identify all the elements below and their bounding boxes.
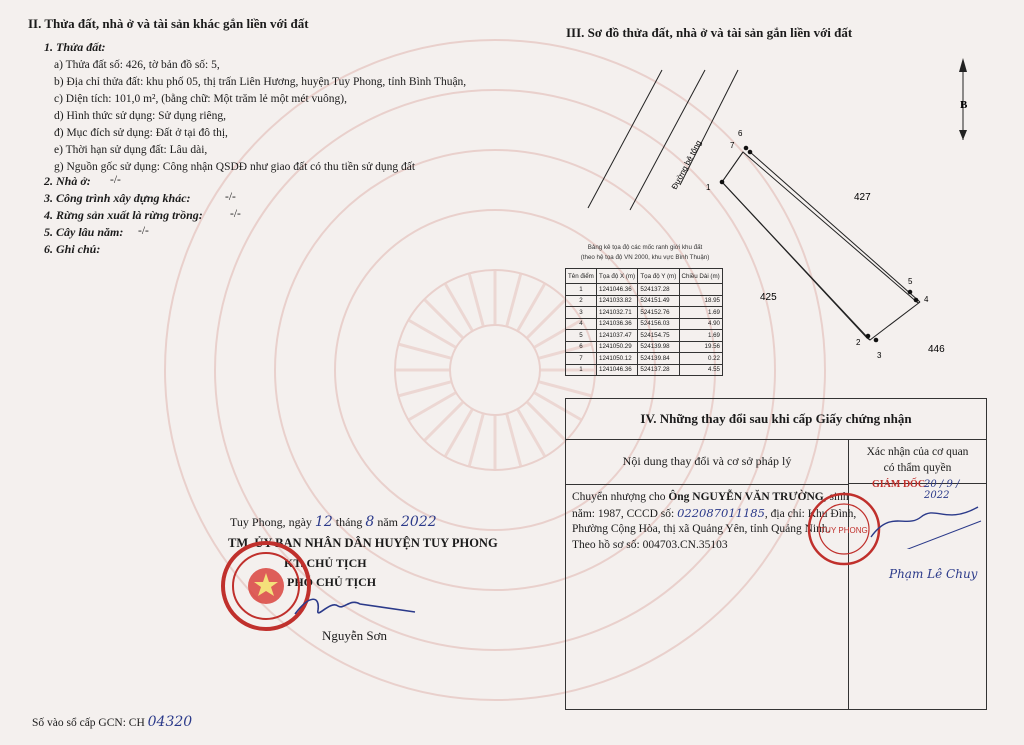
org-line: TM. ỦY BAN NHÂN DÂN HUYỆN TUY PHONG: [228, 536, 498, 550]
change-entry-line: [572, 538, 846, 554]
role-line: PHÓ CHỦ TỊCH: [287, 575, 377, 589]
coord-cell: 1241033.82: [597, 295, 638, 307]
changes-box: [565, 398, 987, 710]
coord-cell: 6: [566, 341, 597, 353]
road-label: Đường bê tông: [669, 138, 704, 191]
change-entry-line: [572, 490, 849, 506]
land-item: a) Thửa đất số: 426, tờ bản đồ số: 5,: [54, 59, 220, 71]
svg-text:5: 5: [908, 277, 913, 286]
registry-number: Số vào sổ cấp GCN: CH 04320: [32, 714, 193, 730]
entry-text: Phường Cộng Hòa, thị xã Quảng Yên, tỉnh Quảng Ninh.: [572, 523, 831, 535]
signature-scribble: [290, 592, 420, 622]
other-item-label: 2. Nhà ở:: [44, 174, 91, 188]
confirm-signature-scribble: [866, 499, 984, 549]
coord-cell: 1.69: [679, 330, 722, 342]
entry-text: năm: 1987, CCCD số:: [572, 507, 678, 520]
coord-cell: [679, 284, 722, 296]
parcel-425: 425: [760, 292, 777, 303]
coord-caption-1: Bảng kê tọa độ các mốc ranh giới khu đất: [587, 244, 703, 251]
land-heading: 1. Thửa đất:: [44, 40, 106, 54]
change-entry-line: [572, 522, 846, 538]
svg-text:1: 1: [706, 183, 711, 192]
coord-cell: 4.90: [679, 318, 722, 330]
parcel-427: 427: [854, 192, 871, 203]
change-entry-line: [572, 505, 857, 523]
svg-text:3: 3: [877, 351, 882, 360]
other-item-label: 3. Công trình xây dựng khác:: [44, 191, 191, 205]
coord-cell: 4: [566, 318, 597, 330]
land-item: d) Hình thức sử dụng: Sử dụng riêng,: [54, 110, 227, 122]
coord-caption-2: (theo hệ tọa độ VN 2000, khu vực Bình Thuận): [580, 254, 710, 261]
section3-title: III. Sơ đồ thửa đất, nhà ở và tài sản gắn liền với đất: [566, 25, 853, 40]
coord-cell: 0.22: [679, 353, 722, 365]
entry-bold: Ông NGUYỄN VĂN TRƯỜNG: [668, 491, 824, 503]
coord-cell: 524139.84: [638, 353, 679, 365]
coord-cell: 1241036.36: [597, 318, 638, 330]
kt-line: KT. CHỦ TỊCH: [284, 556, 367, 570]
other-item-value: -/-: [225, 191, 236, 203]
coord-row: [566, 353, 723, 365]
coord-cell: 1.69: [679, 307, 722, 319]
sign-month: 8: [365, 514, 375, 530]
sign-year: 2022: [401, 514, 437, 530]
coord-cell: 1241032.71: [597, 307, 638, 319]
coord-cell: 1: [566, 284, 597, 296]
coord-cell: 524154.75: [638, 330, 679, 342]
svg-text:4: 4: [924, 295, 929, 304]
land-item: c) Diện tích: 101,0 m², (bằng chữ: Một trăm lẻ một mét vuông),: [54, 93, 347, 105]
change-entry: [572, 490, 857, 553]
entry-text: Chuyển nhượng cho: [572, 491, 669, 503]
coord-cell: 1241037.47: [597, 330, 638, 342]
coord-cell: 18.95: [679, 295, 722, 307]
entry-text: Theo hồ sơ số: 004703.CN.35103: [572, 538, 728, 551]
changes-col2-header: Xác nhận của cơ quan có thẩm quyền: [849, 439, 986, 484]
changes-col1-header: Nội dung thay đổi và cơ sở pháp lý: [566, 439, 849, 485]
entry-hand: 022087011185: [677, 505, 765, 520]
confirm-title: GIÁM ĐỐC: [872, 479, 926, 490]
signer-name: Nguyễn Sơn: [322, 628, 388, 643]
stamp-text: TUY PHONG: [820, 526, 868, 535]
parcel-446: 446: [928, 344, 945, 355]
other-item-value: -/-: [230, 208, 241, 220]
coord-cell: 19.56: [679, 341, 722, 353]
coord-cell: 524137.28: [638, 284, 679, 296]
coord-row: [566, 284, 723, 296]
sign-day: 12: [314, 514, 333, 530]
coord-row: [566, 307, 723, 319]
coord-row: [566, 364, 723, 376]
svg-text:6: 6: [738, 129, 743, 138]
north-label: B: [960, 99, 968, 111]
coord-cell: 524156.03: [638, 318, 679, 330]
coord-cell: 5: [566, 330, 597, 342]
place-date: Tuy Phong, ngày 12 tháng 8 năm 2022: [230, 514, 437, 530]
coord-cell: 524139.98: [638, 341, 679, 353]
section2-title: II. Thửa đất, nhà ở và tài sản khác gắn liền với đất: [28, 16, 309, 31]
coord-cell: 524137.28: [638, 364, 679, 376]
coord-cell: 1241050.29: [597, 341, 638, 353]
other-item-label: 6. Ghi chú:: [44, 242, 101, 256]
coord-row: [566, 318, 723, 330]
coord-cell: 1241046.36: [597, 284, 638, 296]
other-item-label: 4. Rừng sản xuất là rừng trồng:: [44, 208, 203, 222]
coord-header: Tọa độ Y (m): [638, 269, 679, 284]
land-item: đ) Mục đích sử dụng: Đất ở tại đô thị,: [54, 127, 228, 139]
entry-tail: , sinh: [823, 491, 849, 503]
land-item: b) Địa chỉ thửa đất: khu phố 05, thị trấn Liên Hương, huyện Tuy Phong, tỉnh Bình Thuận,: [54, 76, 467, 88]
entry-tail: , địa chỉ: Khu Đình,: [764, 507, 857, 520]
land-item: e) Thời hạn sử dụng đất: Lâu dài,: [54, 144, 208, 156]
coord-header: Tọa độ X (m): [597, 269, 638, 284]
svg-text:2: 2: [856, 338, 861, 347]
coord-cell: 1: [566, 364, 597, 376]
coord-cell: 7: [566, 353, 597, 365]
coord-cell: 1241050.12: [597, 353, 638, 365]
coord-header: Tên điểm: [566, 269, 597, 284]
svg-text:7: 7: [730, 141, 735, 150]
section4-title: IV. Những thay đổi sau khi cấp Giấy chứng nhận: [566, 399, 986, 440]
other-item-label: 5. Cây lâu năm:: [44, 225, 124, 239]
coord-cell: 2: [566, 295, 597, 307]
coord-cell: 3: [566, 307, 597, 319]
coordinate-table: [565, 268, 723, 376]
coord-cell: 1241046.36: [597, 364, 638, 376]
coord-row: [566, 295, 723, 307]
coord-cell: 524152.76: [638, 307, 679, 319]
coord-cell: 4.55: [679, 364, 722, 376]
other-item-value: -/-: [110, 174, 121, 186]
confirm-date: 20 / 9 / 2022: [924, 479, 960, 501]
other-item-value: -/-: [138, 225, 149, 237]
coord-header: Chiều Dài (m): [679, 269, 722, 284]
coord-row: [566, 330, 723, 342]
confirm-signer: Phạm Lê Chuy: [889, 567, 978, 581]
coord-row: [566, 341, 723, 353]
coord-cell: 524151.49: [638, 295, 679, 307]
land-item: g) Nguồn gốc sử dụng: Công nhận QSDĐ như giao đất có thu tiền sử dụng đất: [54, 161, 416, 173]
